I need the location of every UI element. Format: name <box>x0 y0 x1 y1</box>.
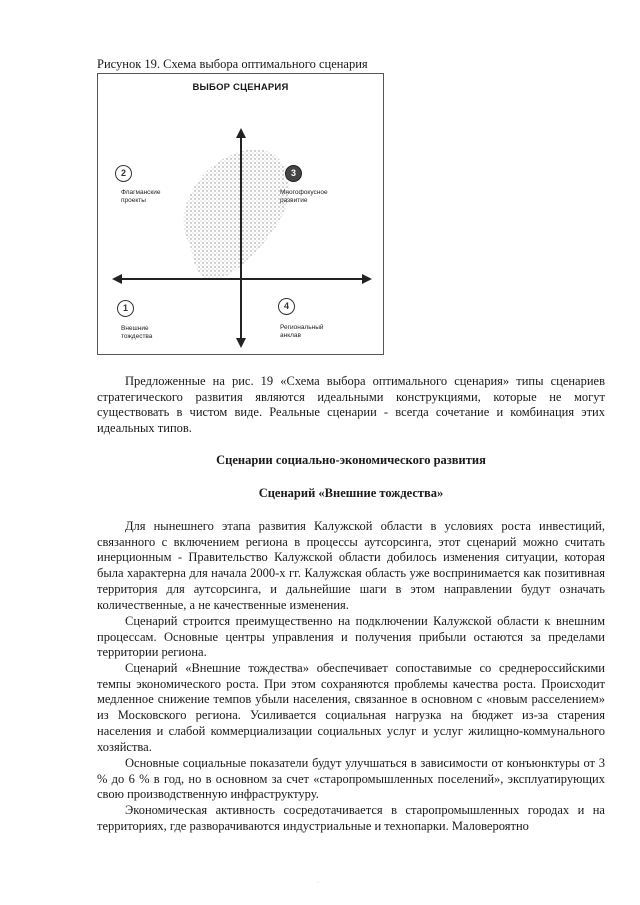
scenario-cloud <box>183 149 289 280</box>
quadrant-1-label <box>121 325 152 341</box>
body-paragraph-text: Экономическая активность сосредотачивается в старопромышленных городах и на территориях, где разворачиваются индустриальные и технопарки. Маловероятно <box>97 803 605 833</box>
body-paragraph-text: Сценарий «Внешние тождества» обеспечивает сопоставимые со среднероссийскими темпы экономического роста. При этом сохраняются проблемы качества роста. Происходит медленное снижение темпов убыли населения, связанное в основном с «новым расселением» из Московского региона. Усиливается социальная нагрузка на бюджет из-за старения населения и слабой коммерциализации социальных услуг и услуг жилищно-коммунального хозяйства. <box>97 661 605 754</box>
scenario-diagram <box>98 74 384 355</box>
quadrant-1-label-line: тождества <box>121 333 153 340</box>
subsection-heading: Сценарий «Внешние тождества» <box>258 486 444 500</box>
body-paragraph-text: Для нынешнего этапа развития Калужской области в условиях роста инвестиций, связанного с включением региона в процессы аутсорсинга, этот сценарий можно считать инерционным - Правительство Калужской области добилось изменения ситуации, которая была характерна для начала 2000-х гг. Калужская область уже воспринимается как позитивная территория для аутсорсинга, и дальнейшие шаги в этом направлении будут означать количественные, а не качественные изменения. <box>97 519 605 612</box>
figure-caption: Рисунок 19. Схема выбора оптимального сценария <box>97 57 368 71</box>
body-paragraph <box>97 614 605 661</box>
body-paragraph <box>97 519 605 613</box>
quadrant-1-badge: 1 <box>117 300 134 317</box>
vertical-axis-arrow-top <box>236 128 246 138</box>
quadrant-3-label-line: Многофокусное <box>280 189 328 196</box>
intro-paragraph-text: Предложенные на рис. 19 «Схема выбора оптимального сценария» типы сценариев стратегического развития являются идеальными конструкциями, которые не могут существовать в чистом виде. Реальные сценарии - всегда сочетание и комбинация этих идеальных типов. <box>97 374 605 436</box>
body-paragraph <box>97 803 605 834</box>
quadrant-2-label-line: проекты <box>121 197 146 204</box>
quadrant-3-label-line: развитие <box>280 197 308 204</box>
quadrant-4-label-line: Региональный <box>280 324 324 331</box>
quadrant-3-label <box>280 189 328 205</box>
quadrant-2-label-line: Флагманские <box>121 189 161 196</box>
quadrant-4-label <box>280 324 324 340</box>
quadrant-2-badge: 2 <box>115 165 132 182</box>
quadrant-4-badge: 4 <box>278 298 295 315</box>
body-paragraph-text: Основные социальные показатели будут улучшаться в зависимости от конъюнктуры от 3 % до 6 % в год, но в основном за счет «старопромышленных поселений», эксплуатирующих свою производственную инфраструктуру. <box>97 756 605 802</box>
vertical-axis-arrow-bottom <box>236 338 246 348</box>
quadrant-3-badge: 3 <box>285 165 302 182</box>
scenario-figure <box>97 73 384 355</box>
section-heading: Сценарии социально-экономического развития <box>216 453 486 467</box>
figure-title: ВЫБОР СЦЕНАРИЯ <box>192 82 289 93</box>
body-paragraph <box>97 756 605 803</box>
quadrant-2-label <box>121 189 161 205</box>
horizontal-axis-arrow-right <box>362 274 372 284</box>
body-paragraph <box>97 661 605 755</box>
intro-paragraph <box>97 374 605 437</box>
quadrant-1-label-line: Внешние <box>121 325 149 332</box>
body-paragraph-text: Сценарий строится преимущественно на подключении Калужской области к внешним процессам. Основные центры управления и получения прибыли остаются за пределами территории региона. <box>97 614 605 660</box>
horizontal-axis-arrow-left <box>112 274 122 284</box>
quadrant-4-label-line: анклав <box>280 332 301 339</box>
page-dot: · <box>317 880 319 886</box>
